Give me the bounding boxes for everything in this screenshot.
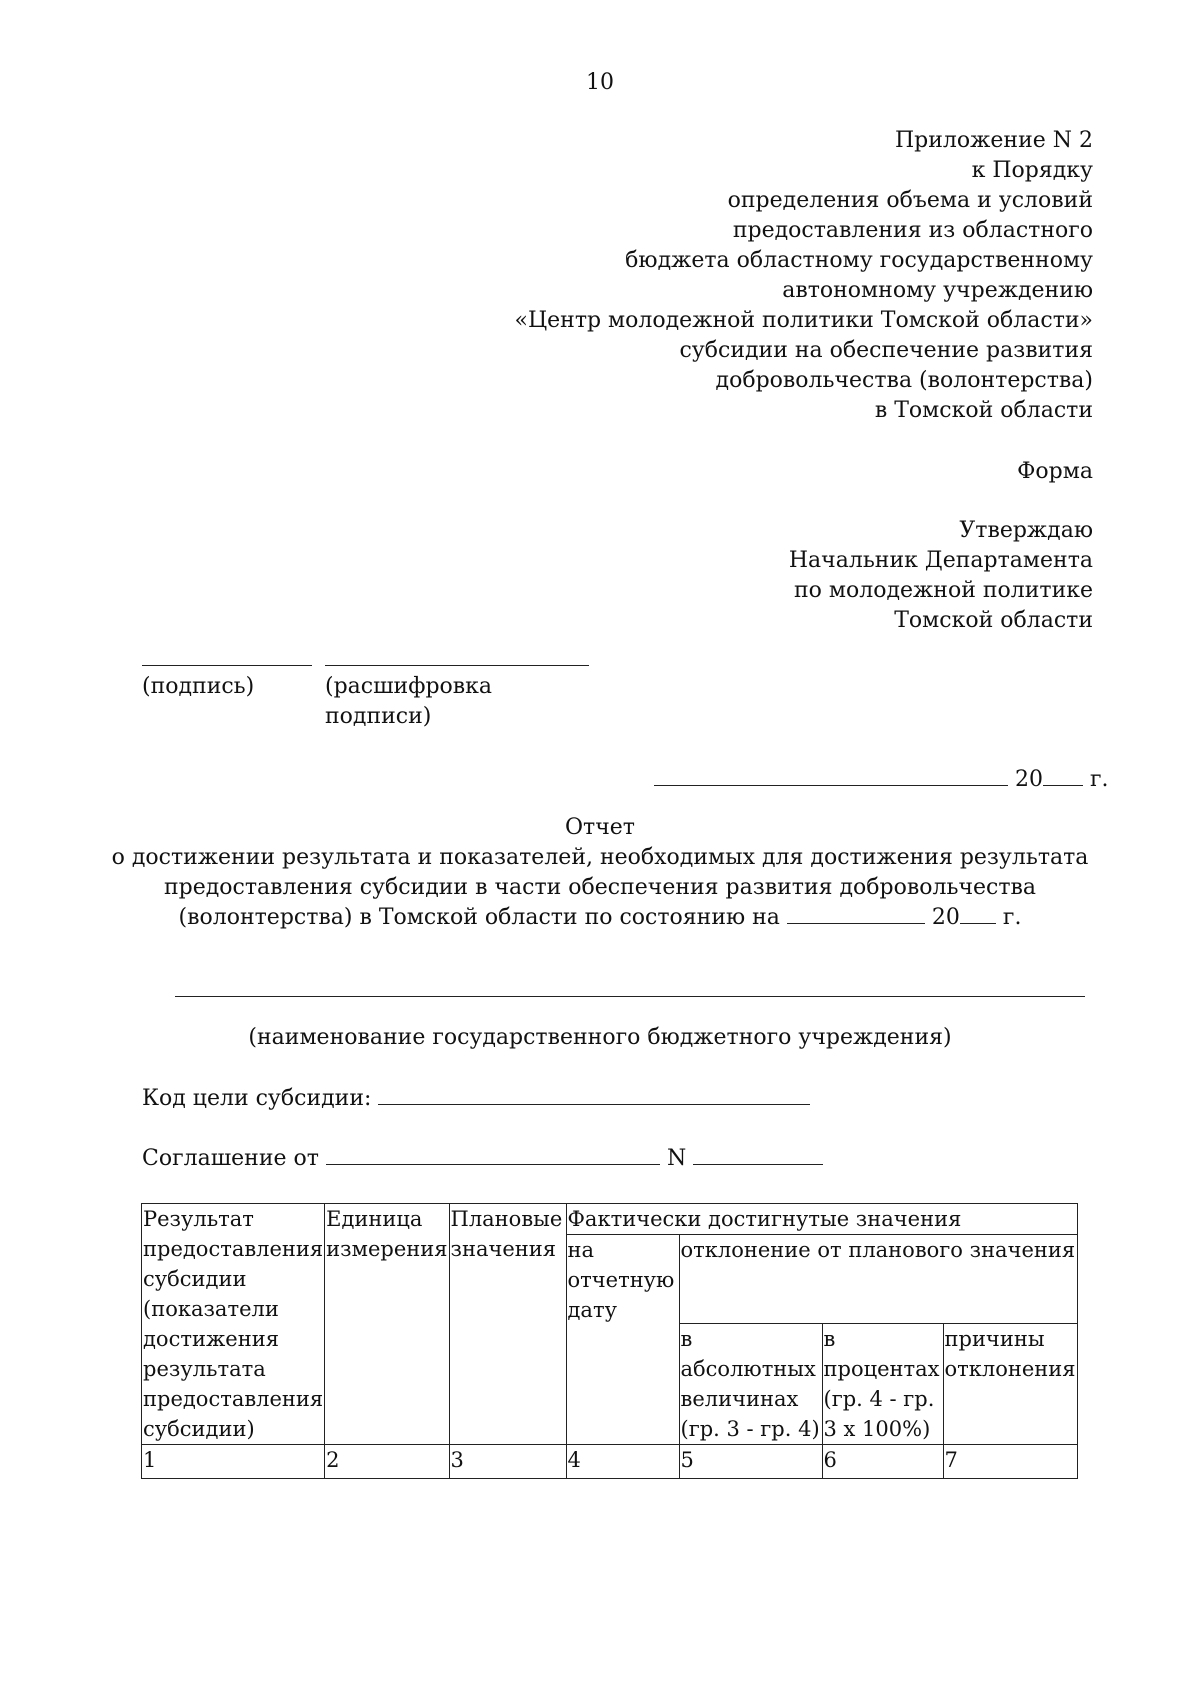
subsidy-code-field[interactable] [378,1084,810,1105]
signature-decoding-caption-line: (расшифровка [325,674,493,699]
appendix-header [473,126,1093,426]
report-year-field[interactable] [960,903,996,924]
agreement-label: Соглашение от [142,1146,319,1171]
header-reasons: причины отклонения [943,1324,1077,1445]
report-title-line: Отчет [565,815,635,840]
appendix-line: «Центр молодежной политики Томской области» [514,308,1093,333]
column-number: 1 [142,1445,325,1479]
appendix-line: автономному учреждению [782,278,1093,303]
appendix-line: предоставления из областного [732,218,1093,243]
header-planned: Плановые значения [449,1204,566,1445]
organization-caption: (наименование государственного бюджетного учреждения) [248,1025,952,1050]
appendix-line: субсидии на обеспечение развития [679,338,1093,363]
agreement-number-field[interactable] [693,1144,823,1165]
header-actual: Фактически достигнутые значения [566,1204,1077,1235]
appendix-line: к Порядку [971,158,1093,183]
approval-line: по молодежной политике [794,578,1093,603]
appendix-line: определения объема и условий [727,188,1093,213]
agreement-number-label: N [666,1146,687,1171]
signature-caption: (подпись) [142,674,255,699]
subsidy-code-label: Код цели субсидии: [142,1086,372,1111]
organization-name-field[interactable] [175,996,1085,997]
header-unit: Единица измерения [325,1204,449,1445]
agreement-date-field[interactable] [326,1144,660,1165]
column-number: 3 [449,1445,566,1479]
subsidy-code-row [142,1084,810,1111]
page-number: 10 [586,70,614,95]
signature-decoding-caption-line: подписи) [325,704,432,729]
approval-line: Томской области [894,608,1093,633]
form-label: Форма [1017,459,1093,484]
year-suffix: г. [1090,767,1109,792]
approval-line: Начальник Департамента [788,548,1093,573]
appendix-line: бюджета областному государственному [625,248,1093,273]
appendix-line: Приложение N 2 [895,128,1093,153]
report-title-line: предоставления субсидии в части обеспечения развития добровольчества [163,875,1037,900]
approval-date-field[interactable] [654,765,1008,786]
approval-date-line [654,765,1109,792]
column-number: 2 [325,1445,449,1479]
column-number: 7 [943,1445,1077,1479]
report-title-line: о достижении результата и показателей, необходимых для достижения результата [111,845,1089,870]
year-prefix: 20 [1015,767,1043,792]
signature-decoding-caption [325,672,492,732]
appendix-line: в Томской области [874,398,1093,423]
column-number: 4 [566,1445,679,1479]
header-percent: в процентах (гр. 4 - гр. 3 x 100%) [822,1324,943,1445]
approval-block [789,516,1093,636]
header-result: Результат предоставления субсидии (показатели достижения результата предоставления субсидии) [142,1204,325,1445]
column-number: 5 [679,1445,822,1479]
report-title [0,813,1200,933]
approval-line: Утверждаю [959,518,1093,543]
signature-field[interactable] [142,665,312,666]
header-absolute: в абсолютных величинах (гр. 3 - гр. 4) [679,1324,822,1445]
report-table [141,1203,1078,1479]
report-title-line: (волонтерства) в Томской области по состоянию на 20 г. [178,905,1022,930]
signature-decoding-field[interactable] [325,665,589,666]
header-deviation: отклонение от планового значения [679,1235,1077,1324]
approval-year-field[interactable] [1043,765,1083,786]
column-number: 6 [822,1445,943,1479]
header-on-date: на отчетную дату [566,1235,679,1445]
report-date-field[interactable] [787,903,925,924]
appendix-line: добровольчества (волонтерства) [715,368,1093,393]
agreement-row [142,1144,823,1171]
